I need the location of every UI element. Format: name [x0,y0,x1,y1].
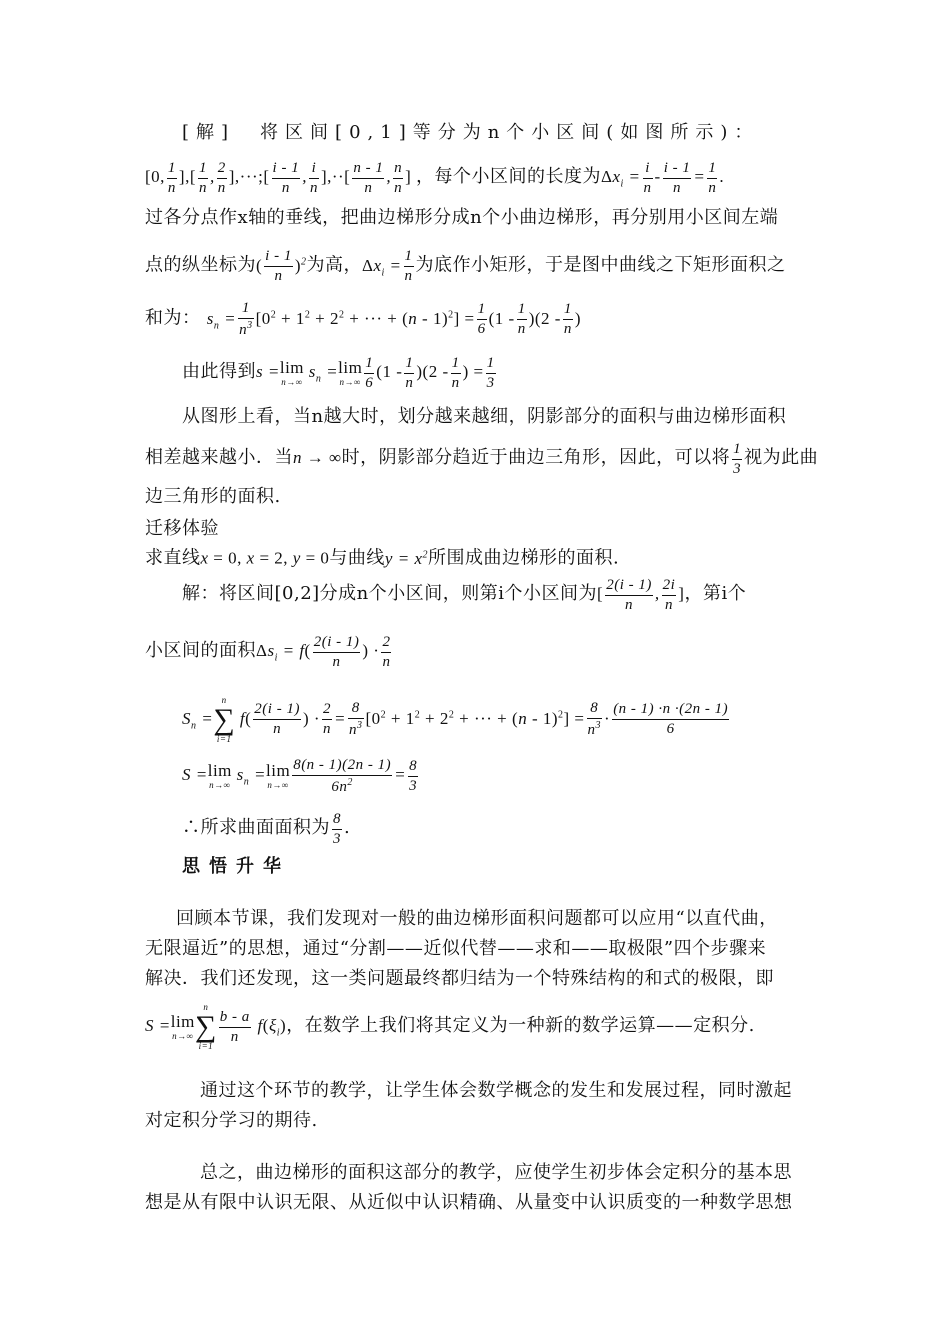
solution-text-a: 解：将区间[0,2]分成n个小区间，则第i个小区间为 [182,583,598,604]
s-limit-formula: S = lim n→∞ $s_n$ = lim n→∞ $\frac{8(n - 1)(2n - 1)}{6n^2}$ = $\frac{8}{3}$ [182,756,418,795]
question-text-c: 所围成曲边梯形的面积. [427,547,620,569]
rectangle-height-line [145,240,810,284]
graph-observation-line-2 [145,436,819,480]
sn-sum-line [182,684,810,746]
s-limit-line [182,750,810,800]
ith-area-line [145,628,810,674]
conclusion-text: ∴所求曲面面积为 [182,817,330,838]
eight-thirds-formula: $\frac{8}{3}$ [333,810,341,847]
limit-lead: 由此得到 [182,361,256,382]
summary-line-1: 回顾本节课，我们发现对一般的曲边梯形面积问题都可以应用“以直代曲， [176,908,778,929]
height-text-c: 为底作小矩形，于是图中曲线之下矩形面积之 [415,254,786,276]
one-third-formula: $\frac{1}{3}$ [733,440,742,477]
rectangle-sum-line [145,292,810,338]
final-line-2: 想是从有限中认识无限、从近似中认识精确、从量变中认识质变的一种数学思想 [145,1192,793,1213]
obs-text-b: 时，阴影部分趋近于曲边三角形，因此，可以将 [341,447,731,468]
subinterval-list-line [145,155,810,199]
ith-interval-formula: [ $\frac{2(i - 1)}{n}$ , $\frac{2i}{n}$ ] [597,576,685,613]
summary-line-2: 无限逼近”的思想，通过“分割——近似代替——求和——取极限”四个步骤来 [145,938,767,959]
conclusion-line [182,806,810,850]
solution-intro-line: [解] 将区间[0,1]等分为n个小区间(如图所示)： [182,122,760,143]
limit-result-line [182,350,810,394]
obs-text-c: 视为此曲 [744,447,819,468]
height-formula: ( $\frac{i - 1}{n}$ )$^2$ [256,248,307,285]
summary-line-4 [145,998,810,1054]
teaching-line-2: 对定积分学习的期待. [145,1110,318,1131]
n-to-infinity-formula: n → ∞ [293,448,342,467]
rectangle-sum-formula: $s_n$ = $\frac{1}{n^3}$ [$0^2 + 1^2 + 2^2$ + ··· + (n - 1)$^2$] = $\frac{1}{6}$ (1 - $\frac{1}{n}$ )(2 - $\frac{1}{n}$ ) [206,300,582,339]
ith-area-formula: $\Delta s_i = f$( $\frac{2(i - 1)}{n}$ ) · $\frac{2}{n}$ [256,633,391,670]
summary-heading: 思悟升华 [182,856,290,877]
sn-sum-formula: $S_n$ = n ∑ i=1 f( $\frac{2(i - 1)}{n}$ ) · $\frac{2}{n}$ = $\frac{8}{n^3}$ [$0^2 + 1^2 + 2^2$ + ··· + (n - 1)$^2$] = $\frac{8}{n^3}$ · $\frac{(n - 1) \cdot n \cdot(2n - 1)}{6}$ [182,694,729,744]
solution-text-b: ，第i个 [684,583,747,604]
riemann-sum-formula: S = lim n→∞ n ∑ i=1 $\frac{b - a}{n}$ $f(\xi_i)$ [145,1002,287,1052]
height-text-b: 为高， [306,254,363,276]
lines-formula: x = 0, x = 2, y = 0 [200,548,330,568]
limit-formula: s = lim n→∞ $s_n$ = lim n→∞ $\frac{1}{6}$ (1 - $\frac{1}{n}$ )(2 - $\frac{1}{n}$ ) = $\frac{1}{3}$ [256,354,495,391]
subinterval-length-formula: $\Delta x_i$ = $\frac{i}{n}$ - $\frac{i - 1}{n}$ = $\frac{1}{n}$ . [601,159,725,196]
question-text-b: 与曲线 [329,547,385,569]
conclusion-period: . [344,817,351,838]
summary-line-3: 解决．我们还发现，这一类问题最终都归结为一个特殊结构的和式的极限，即 [145,968,774,989]
subinterval-formula: [0, $\frac{1}{n}$ ],[ $\frac{1}{n}$ , $\frac{2}{n}$ ],···;[ $\frac{i - 1}{n}$ , $\frac{i}{n}$ ],··[ $\frac{n - 1}{n}$ , $\frac{n}{n}$ ] [145,159,412,196]
transfer-heading: 迁移体验 [145,518,219,539]
final-line-1: 总之，曲边梯形的面积这部分的教学，应使学生初步体会定积分的基本思 [200,1162,792,1183]
graph-observation-line-3: 边三角形的面积. [145,486,281,507]
teaching-line-1: 通过这个环节的教学，让学生体会数学概念的发生和发展过程，同时激起 [200,1080,792,1101]
transfer-solution-line [182,572,810,616]
transfer-question [145,540,810,574]
graph-observation-line: 从图形上看，当n越大时，划分越来越细，阴影部分的面积与曲边梯形面积 [182,406,787,427]
sum-label: 和为： [145,307,201,329]
ith-area-text: 小区间的面积 [145,640,256,661]
width-formula: $\Delta x_i$ = $\frac{1}{n}$ [362,248,413,285]
subinterval-length-text: ，每个小区间的长度为 [416,166,602,187]
definite-integral-text: ，在数学上我们将其定义为一种新的数学运算——定积分. [286,1015,755,1036]
obs-text-a: 相差越来越小．当 [145,447,293,468]
vertical-lines-text: 过各分点作x轴的垂线，把曲边梯形分成n个小曲边梯形，再分别用小区间左端 [145,207,779,228]
question-text-a: 求直线 [145,547,201,569]
height-text-a: 点的纵坐标为 [145,254,256,276]
curve-formula: $y = x^2$ [384,548,428,568]
